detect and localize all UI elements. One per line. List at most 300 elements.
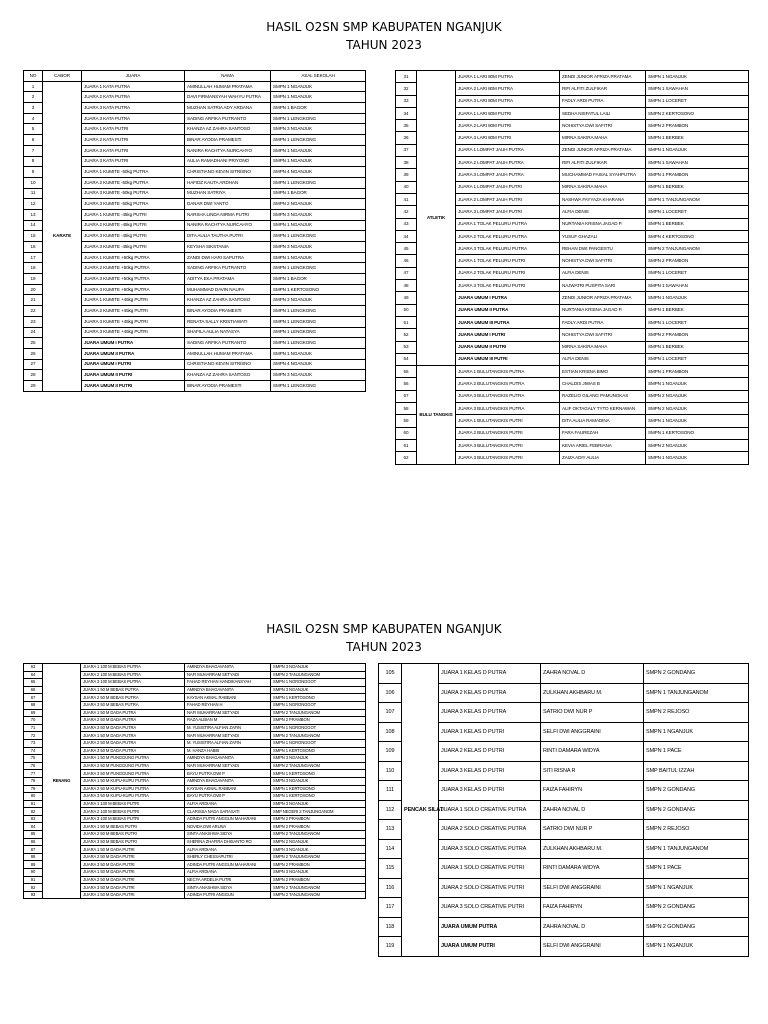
- nama-cell: BINAR AYODIA PRAMESTI: [185, 306, 271, 317]
- row-number: 25: [24, 338, 43, 349]
- juara-cell: JUARA 2 BULUTANGKIS PUTRA: [456, 378, 560, 390]
- table-row: [396, 71, 749, 83]
- row-number: 89: [24, 861, 43, 869]
- asal-sekolah-cell: SMPN 2 PRAMBON: [271, 861, 366, 869]
- asal-sekolah-cell: SMPN 2 NGANJUK: [646, 403, 749, 415]
- juara-cell: JUARA UMUM PUTRI: [439, 937, 541, 957]
- row-number: 77: [24, 770, 43, 778]
- asal-sekolah-cell: SMPN 2 PRAMBON: [646, 329, 749, 341]
- row-number: 59: [396, 415, 417, 427]
- juara-cell: JUARA UMUM II PUTRI: [456, 341, 560, 353]
- nama-cell: ZAIZA ADIY AULIA: [560, 452, 646, 464]
- row-number: 91: [24, 876, 43, 884]
- row-number: 85: [24, 831, 43, 839]
- nama-cell: ZAHRA NOVAL D: [541, 917, 644, 937]
- asal-sekolah-cell: SMPN 1 KERTOSONO: [271, 694, 366, 702]
- juara-cell: JUARA 1 50 M DADA PUTRI: [81, 891, 185, 899]
- asal-sekolah-cell: SMPN 1 LOCERET: [646, 267, 749, 279]
- nama-cell: NECYA ARDELIA PUTRI: [185, 876, 271, 884]
- asal-sekolah-cell: SMPN 2 TANJUNGANOM: [271, 853, 366, 861]
- page1-title: [0, 18, 768, 54]
- juara-cell: JUARA 3 KUMITE -45kg PUTRI: [82, 242, 185, 253]
- juara-cell: JUARA 3 BULUTANGKIS PUTRA: [456, 390, 560, 402]
- asal-sekolah-cell: SMPN 2 KERTOSONO: [646, 107, 749, 119]
- juara-cell: JUARA 3 50 M DADA PUTRI: [81, 884, 185, 892]
- asal-sekolah-cell: SMPN 2 REJOSO: [644, 703, 749, 723]
- asal-sekolah-cell: SMPN 1 NGANJUK: [271, 220, 366, 231]
- nama-cell: SINTA ANASHWA SIDYA: [185, 831, 271, 839]
- asal-sekolah-cell: SMPN 1 LENGKONG: [271, 263, 366, 274]
- nama-cell: BAYU PUTRA DWI P: [185, 770, 271, 778]
- row-number: 40: [396, 181, 417, 193]
- juara-cell: JUARA 1 50 M DADA PUTRA: [81, 732, 185, 740]
- juara-cell: JUARA 1 KUMITE -50kg PUTRA: [82, 167, 185, 178]
- asal-sekolah-cell: SMPN 2 GONDANG: [644, 898, 749, 918]
- row-number: 58: [396, 403, 417, 415]
- juara-cell: JUARA 2 TOLAK PELURU PUTRI: [456, 267, 560, 279]
- nama-cell: FAHAD REYHAN H: [185, 701, 271, 709]
- asal-sekolah-cell: SMPN 1 BERBEK: [646, 341, 749, 353]
- asal-sekolah-cell: SMPN 1 NGRONGGOT: [271, 724, 366, 732]
- nama-cell: FAIZA FAHIRYN: [541, 898, 644, 918]
- juara-cell: JUARA 2 KUMITE -45kg PUTRI: [82, 220, 185, 231]
- row-number: 51: [396, 316, 417, 328]
- asal-sekolah-cell: SMPN 3 NGANJUK: [271, 777, 366, 785]
- table-row: [24, 81, 366, 92]
- row-number: 37: [396, 144, 417, 156]
- row-number: 106: [379, 683, 402, 703]
- nama-cell: ADINDA PUTRI ANGGUN: [185, 891, 271, 899]
- nama-cell: NAJWATRI PUSPITA SARI: [560, 280, 646, 292]
- row-number: 24: [24, 327, 43, 338]
- juara-cell: JUARA 3 100 M BEBAS PUTRA: [81, 679, 185, 687]
- row-number: 92: [24, 884, 43, 892]
- asal-sekolah-cell: SMPN 3 NGANJUK: [271, 755, 366, 763]
- row-number: 20: [24, 284, 43, 295]
- asal-sekolah-cell: SMPN 1 NGANJUK: [271, 252, 366, 263]
- row-number: 72: [24, 732, 43, 740]
- asal-sekolah-cell: SMPN 2 PRAMBON: [646, 120, 749, 132]
- row-number: 28: [24, 370, 43, 381]
- asal-sekolah-cell: SMPN 3 NGANJUK: [271, 370, 366, 381]
- asal-sekolah-cell: SMPN 1 PRAMBON: [646, 169, 749, 181]
- juara-cell: JUARA 2 KUMITE +50kg PUTRA: [82, 263, 185, 274]
- asal-sekolah-cell: SMPN 1 TANJUNGANOM: [644, 683, 749, 703]
- row-number: 86: [24, 838, 43, 846]
- table-row: [379, 664, 749, 684]
- nama-cell: MIRNA SAKIRA MAHA: [560, 341, 646, 353]
- row-number: 57: [396, 390, 417, 402]
- cabor-cell: RENANG: [43, 664, 81, 899]
- row-number: 15: [24, 231, 43, 242]
- juara-cell: JUARA 1 KATA PUTRI: [82, 124, 185, 135]
- nama-cell: ESTIAN KRISNA BIMO: [560, 366, 646, 378]
- juara-cell: JUARA 2 KATA PUTRA: [82, 92, 185, 103]
- asal-sekolah-cell: SMPN 1 NGRONGGOT: [271, 679, 366, 687]
- nama-cell: FAHAD REYHAN HANDIKANSYAH: [185, 679, 271, 687]
- juara-cell: JUARA 1 50 M PUNGGUNG PUTRA: [81, 755, 185, 763]
- asal-sekolah-cell: SMPN 1 LENGKONG: [271, 327, 366, 338]
- row-number: 117: [379, 898, 402, 918]
- row-number: 64: [24, 671, 43, 679]
- asal-sekolah-cell: SMPN 2 TANJUNGANOM: [271, 732, 366, 740]
- asal-sekolah-cell: SMPN 1 NGANJUK: [271, 81, 366, 92]
- juara-cell: JUARA 2 TOLAK PELURU PUTRA: [456, 230, 560, 242]
- juara-cell: JUARA 1 KELAS D PUTRA: [439, 664, 541, 684]
- juara-cell: JUARA 3 KUMITE +50kg PUTRA: [82, 274, 185, 285]
- asal-sekolah-cell: SMPN 1 BERBEK: [646, 132, 749, 144]
- header-row: [24, 71, 366, 82]
- row-number: 9: [24, 167, 43, 178]
- nama-cell: SINTA ANASHWA SIDYA: [185, 884, 271, 892]
- cabor-cell: BULU TANGKIS: [417, 366, 456, 464]
- nama-cell: NURTANIA KRISNA JAGAD P.: [560, 218, 646, 230]
- nama-cell: NASHWA FAYYAZA KHARANA: [560, 193, 646, 205]
- asal-sekolah-cell: SMPN 1 LOCERET: [646, 206, 749, 218]
- nama-cell: NOHISTYA DWI SAFITRI: [560, 120, 646, 132]
- nama-cell: KHANZA AZ ZAHRA SANTOSO: [185, 124, 271, 135]
- nama-cell: YUSUF GHAZALI: [560, 230, 646, 242]
- row-number: 63: [24, 664, 43, 672]
- row-number: 31: [396, 71, 417, 83]
- nama-cell: M. YUSISTIRA ALFIAN ZAFIN: [185, 739, 271, 747]
- asal-sekolah-cell: SMPN 2 NGANJUK: [271, 199, 366, 210]
- juara-cell: JUARA 1 LOMPAT JAUH PUTRI: [456, 181, 560, 193]
- asal-sekolah-cell: SMPN 1 NGANJUK: [271, 145, 366, 156]
- juara-cell: JUARA UMUM III PUTRA: [456, 316, 560, 328]
- juara-cell: JUARA 3 KUMITE +45kg PUTRI: [82, 316, 185, 327]
- nama-cell: BAYU PUTRA DWI P: [185, 793, 271, 801]
- nama-cell: ALFIA DENIS: [560, 206, 646, 218]
- asal-sekolah-cell: SMPN 1 LENGKONG: [271, 177, 366, 188]
- row-number: 49: [396, 292, 417, 304]
- nama-cell: AULIA RAMADHANI PRIYONO: [185, 156, 271, 167]
- header-nama: NAMA: [185, 71, 271, 82]
- row-number: 11: [24, 188, 43, 199]
- juara-cell: JUARA 1 50 M KUPU-KUPU PUTRA: [81, 777, 185, 785]
- nama-cell: NOHISTYA DWI SAFITRI: [560, 255, 646, 267]
- asal-sekolah-cell: SMPN 1 LENGKONG: [271, 380, 366, 391]
- juara-cell: JUARA 3 50 M DADA PUTRI: [81, 861, 185, 869]
- row-number: 44: [396, 230, 417, 242]
- juara-cell: JUARA 1 100 M BEBAS PUTRA: [81, 664, 185, 672]
- juara-cell: JUARA UMUM I PUTRA: [82, 338, 185, 349]
- juara-cell: JUARA 1 TOLAK PELURU PUTRA: [456, 218, 560, 230]
- nama-cell: SHERINA ZHAFIRA DHISANTO RO: [185, 838, 271, 846]
- row-number: 22: [24, 306, 43, 317]
- nama-cell: NOVIDA DWI ARUNA: [185, 823, 271, 831]
- row-number: 73: [24, 739, 43, 747]
- nama-cell: AMINULLAH HUMAM PRATAMA: [185, 81, 271, 92]
- nama-cell: MUZHAN SATRIYA: [185, 188, 271, 199]
- juara-cell: JUARA 3 LARI 80M PUTRI: [456, 132, 560, 144]
- asal-sekolah-cell: SMPN 2 GONDANG: [644, 917, 749, 937]
- juara-cell: JUARA 1 50 M DADA PUTRA: [81, 709, 185, 717]
- row-number: 19: [24, 274, 43, 285]
- juara-cell: JUARA 1 50 M DADA PUTRI: [81, 869, 185, 877]
- row-number: 27: [24, 359, 43, 370]
- juara-cell: JUARA 3 KUMITE -50kg PUTRA: [82, 199, 185, 210]
- row-number: 71: [24, 724, 43, 732]
- juara-cell: JUARA 2 BULUTANGKIS PUTRI: [456, 427, 560, 439]
- juara-cell: JUARA 2 LARI 80M PUTRA: [456, 83, 560, 95]
- row-number: 70: [24, 717, 43, 725]
- nama-cell: FADLY ARDI PUTRA: [560, 95, 646, 107]
- row-number: 18: [24, 263, 43, 274]
- nama-cell: M. YUSISTIRA ALFIAN ZAFIN: [185, 724, 271, 732]
- nama-cell: MIRNA SAKIRA MAHA: [560, 132, 646, 144]
- nama-cell: AMINDYA BHAGAVANITA: [185, 664, 271, 672]
- row-number: 78: [24, 777, 43, 785]
- row-number: 26: [24, 348, 43, 359]
- juara-cell: JUARA 1 LOMPAT JAUH PUTRA: [456, 144, 560, 156]
- juara-cell: JUARA 2 50 M DADA PUTRA: [81, 717, 185, 725]
- row-number: 69: [24, 709, 43, 717]
- nama-cell: KHANZA AZ ZAHRA SANTOSO: [185, 370, 271, 381]
- asal-sekolah-cell: SMPN 4 KERTOSONO: [646, 230, 749, 242]
- row-number: 38: [396, 157, 417, 169]
- nama-cell: ALFIA ARDIANA: [185, 869, 271, 877]
- nama-cell: NANIRA RACHTYA NURCAHYO: [185, 220, 271, 231]
- nama-cell: CHRISTIANO KEVIN SITRISNO: [185, 167, 271, 178]
- juara-cell: JUARA 1 LARI 80M PUTRA: [456, 71, 560, 83]
- asal-sekolah-cell: SMPN 1 NGANJUK: [644, 937, 749, 957]
- nama-cell: RIFI ALFITI ZULFIKAR: [560, 83, 646, 95]
- nama-cell: BINAR AYODIA PRAMESTI: [185, 135, 271, 146]
- juara-cell: JUARA 2 SOLO CREATIVE PUTRA: [439, 820, 541, 840]
- asal-sekolah-cell: SMPN 1 LENGKONG: [271, 306, 366, 317]
- juara-cell: JUARA 3 LOMPAT JAUH PUTRA: [456, 169, 560, 181]
- asal-sekolah-cell: SMPN 1 SAWAHAN: [646, 280, 749, 292]
- nama-cell: AMINDYA BHAGAVANITA: [185, 686, 271, 694]
- row-number: 90: [24, 869, 43, 877]
- row-number: 75: [24, 755, 43, 763]
- juara-cell: JUARA UMUM III PUTRI: [456, 353, 560, 365]
- asal-sekolah-cell: SMPN 3 NGANJUK: [271, 124, 366, 135]
- juara-cell: JUARA 2 SOLO CREATIVE PUTRI: [439, 878, 541, 898]
- nama-cell: RIFI ALFITI ZULFIKAR: [560, 157, 646, 169]
- nama-cell: AMINDYA BHAGAVANITA: [185, 755, 271, 763]
- nama-cell: MUZHAN SATRIA ADY ARDANA: [185, 103, 271, 114]
- row-number: 14: [24, 220, 43, 231]
- table-row: [396, 366, 749, 378]
- juara-cell: JUARA 2 50 M PUNGGUNG PUTRA: [81, 762, 185, 770]
- asal-sekolah-cell: SMPN 2 PRAMBON: [646, 255, 749, 267]
- juara-cell: JUARA 3 50 M BEBAS PUTRI: [81, 838, 185, 846]
- asal-sekolah-cell: SMPN 1 LENGKONG: [271, 113, 366, 124]
- asal-sekolah-cell: SMPN 2 GONDANG: [644, 664, 749, 684]
- page2-title-line2: TAHUN 2023: [346, 640, 422, 654]
- nama-cell: DITA AULIA TAUTHA PUTRI: [185, 231, 271, 242]
- asal-sekolah-cell: SMPN 2 TANJUNGANOM: [271, 884, 366, 892]
- nama-cell: KEVIA ARIEL FEBRIANA: [560, 439, 646, 451]
- asal-sekolah-cell: SMPN 1 LENGKONG: [271, 135, 366, 146]
- row-number: 53: [396, 341, 417, 353]
- row-number: 10: [24, 177, 43, 188]
- asal-sekolah-cell: SMPN 3 NGANJUK: [271, 209, 366, 220]
- asal-sekolah-cell: SMPN 3 NGANJUK: [271, 242, 366, 253]
- row-number: 67: [24, 694, 43, 702]
- nama-cell: NAFI MUHARRAM SETYADI: [185, 732, 271, 740]
- page2-title-line1: HASIL O2SN SMP KABUPATEN NGANJUK: [266, 622, 502, 636]
- nama-cell: SITI RISNA R: [541, 761, 644, 781]
- row-number: 12: [24, 199, 43, 210]
- nama-cell: FARA FAUREZAH: [560, 427, 646, 439]
- juara-cell: JUARA 1 BULUTANGKIS PUTRI: [456, 415, 560, 427]
- nama-cell: CHRISTIANO KEVIN SITRISNO: [185, 359, 271, 370]
- asal-sekolah-cell: SMPN 1 LENGKONG: [271, 338, 366, 349]
- asal-sekolah-cell: SMPN 2 PRAMBON: [271, 815, 366, 823]
- asal-sekolah-cell: SMPN 2 GONDANG: [644, 800, 749, 820]
- juara-cell: JUARA 3 KUMITE +45kg PUTRI: [82, 327, 185, 338]
- nama-cell: NARSHA LINDA NIRMA PUTRI: [185, 209, 271, 220]
- asal-sekolah-cell: SMPN 1 LOCERET: [646, 316, 749, 328]
- header-no: NO: [24, 71, 43, 82]
- row-number: 33: [396, 95, 417, 107]
- nama-cell: NAFI MUHARRAM SETYADI: [185, 671, 271, 679]
- page1-title-line1: HASIL O2SN SMP KABUPATEN NGANJUK: [266, 20, 502, 34]
- asal-sekolah-cell: SMPN 1 PACE: [644, 859, 749, 879]
- row-number: 108: [379, 722, 402, 742]
- row-number: 4: [24, 113, 43, 124]
- juara-cell: JUARA 3 TOLAK PELURU PUTRI: [456, 280, 560, 292]
- juara-cell: JUARA 3 KUMITE +50kg PUTRA: [82, 284, 185, 295]
- row-number: 83: [24, 815, 43, 823]
- asal-sekolah-cell: SMPN 1 BAGOR: [271, 103, 366, 114]
- nama-cell: FADLY ARDI PUTRA: [560, 316, 646, 328]
- asal-sekolah-cell: SMPN 1 NGANJUK: [646, 378, 749, 390]
- row-number: 116: [379, 878, 402, 898]
- nama-cell: SADING ARFIKA PUTRANTO: [185, 113, 271, 124]
- juara-cell: JUARA 2 LOMPAT JAUH PUTRI: [456, 193, 560, 205]
- row-number: 84: [24, 823, 43, 831]
- nama-cell: AMINULLAH HUMAM PRATAMA: [185, 348, 271, 359]
- row-number: 56: [396, 378, 417, 390]
- juara-cell: JUARA 3 KATA PUTRA: [82, 113, 185, 124]
- row-number: 66: [24, 686, 43, 694]
- table-row: [24, 664, 366, 672]
- row-number: 114: [379, 839, 402, 859]
- asal-sekolah-cell: SMPN 2 TANJUNGANOM: [646, 243, 749, 255]
- nama-cell: ALFIA ARDIANA: [185, 800, 271, 808]
- row-number: 79: [24, 785, 43, 793]
- row-number: 41: [396, 193, 417, 205]
- nama-cell: REHAN DWI PANGESTU: [560, 243, 646, 255]
- asal-sekolah-cell: SMPN 1 NGANJUK: [271, 156, 366, 167]
- row-number: 47: [396, 267, 417, 279]
- juara-cell: JUARA 1 KATA PUTRA: [82, 81, 185, 92]
- row-number: 61: [396, 439, 417, 451]
- asal-sekolah-cell: SMPN 1 PRAMBON: [646, 366, 749, 378]
- atletik-bulutangkis-results-table: [395, 70, 749, 465]
- row-number: 32: [396, 83, 417, 95]
- nama-cell: ZENDI JUNIOR AFRIZA PRATAMA: [560, 71, 646, 83]
- renang-results-table: [23, 663, 366, 899]
- asal-sekolah-cell: SMPN 1 NGRONGGOT: [271, 739, 366, 747]
- asal-sekolah-cell: SMPN 3 NGANJUK: [271, 800, 366, 808]
- juara-cell: JUARA UMUM I PUTRA: [456, 292, 560, 304]
- juara-cell: JUARA 3 KELAS D PUTRI: [439, 781, 541, 801]
- row-number: 50: [396, 304, 417, 316]
- juara-cell: JUARA 3 BULUTANGKIS PUTRA: [456, 403, 560, 415]
- cabor-cell: ATLETIK: [417, 71, 456, 366]
- row-number: 119: [379, 937, 402, 957]
- row-number: 21: [24, 295, 43, 306]
- nama-cell: ZENDI JUNIOR AFRIZA PRATAMA: [560, 144, 646, 156]
- nama-cell: ZULKHAN AKHBARU M.: [541, 683, 644, 703]
- cabor-cell: KARATE: [43, 81, 82, 391]
- header-juara: JUARA: [82, 71, 185, 82]
- juara-cell: JUARA 1 BULUTANGKIS PUTRA: [456, 366, 560, 378]
- row-number: 109: [379, 742, 402, 762]
- row-number: 36: [396, 132, 417, 144]
- juara-cell: JUARA 3 SOLO CREATIVE PUTRA: [439, 839, 541, 859]
- page1-title-line2: TAHUN 2023: [346, 38, 422, 52]
- juara-cell: JUARA 1 SOLO CREATIVE PUTRI: [439, 859, 541, 879]
- row-number: 87: [24, 846, 43, 854]
- row-number: 74: [24, 747, 43, 755]
- asal-sekolah-cell: SMPN 2 PRAMBON: [271, 876, 366, 884]
- asal-sekolah-cell: SMPN 1 BERBEK: [646, 304, 749, 316]
- nama-cell: SATRIO DWI NUR P: [541, 703, 644, 723]
- row-number: 54: [396, 353, 417, 365]
- asal-sekolah-cell: SMPN 3 NGANJUK: [271, 686, 366, 694]
- asal-sekolah-cell: SMPN 1 LOCERET: [646, 353, 749, 365]
- asal-sekolah-cell: SMPN 1 LENGKONG: [271, 231, 366, 242]
- row-number: 111: [379, 781, 402, 801]
- juara-cell: JUARA 2 KUMITE -50kg PUTRA: [82, 177, 185, 188]
- nama-cell: ZANDI DWI HARI SAPUTRA: [185, 252, 271, 263]
- row-number: 113: [379, 820, 402, 840]
- juara-cell: JUARA 3 TOLAK PELURU PUTRA: [456, 243, 560, 255]
- juara-cell: JUARA 3 50 M BEBAS PUTRA: [81, 701, 185, 709]
- juara-cell: JUARA 1 50 M BEBAS PUTRA: [81, 686, 185, 694]
- row-number: 5: [24, 124, 43, 135]
- nama-cell: SELFI DWI ANGGRAINI: [541, 937, 644, 957]
- asal-sekolah-cell: SMPN 2 TANJUNGANOM: [271, 891, 366, 899]
- nama-cell: SELFI DWI ANGGRAINI: [541, 722, 644, 742]
- nama-cell: SHERLY CHESSAPUTRI: [185, 853, 271, 861]
- row-number: 29: [24, 380, 43, 391]
- asal-sekolah-cell: SMPN 1 SAWAHAN: [646, 157, 749, 169]
- juara-cell: JUARA 3 BULUTANGKIS PUTRI: [456, 452, 560, 464]
- nama-cell: DITA AULIA RAMADINA: [560, 415, 646, 427]
- juara-cell: JUARA 2 50 M BEBAS PUTRA: [81, 694, 185, 702]
- asal-sekolah-cell: SMPN 1 LOCERET: [646, 95, 749, 107]
- row-number: 42: [396, 206, 417, 218]
- juara-cell: JUARA 3 50 M DADA PUTRA: [81, 724, 185, 732]
- juara-cell: JUARA 3 KUMITE -50kg PUTRA: [82, 188, 185, 199]
- row-number: 118: [379, 917, 402, 937]
- juara-cell: JUARA 3 100 M BEBAS PUTRI: [81, 815, 185, 823]
- row-number: 60: [396, 427, 417, 439]
- juara-cell: JUARA 2 100 M BEBAS PUTRA: [81, 671, 185, 679]
- nama-cell: RAZA ALBIAN M: [185, 717, 271, 725]
- row-number: 110: [379, 761, 402, 781]
- nama-cell: RENATA SALLY KRISTIAWATI: [185, 316, 271, 327]
- juara-cell: JUARA 1 KUMITE -45kg PUTRI: [82, 209, 185, 220]
- nama-cell: NURTANIA KRISNA JAGAD P.: [560, 304, 646, 316]
- nama-cell: ZAHRA NOVAL D: [541, 664, 644, 684]
- asal-sekolah-cell: SMPN 1 TANJUNGANOM: [644, 839, 749, 859]
- cabor-cell: PENCAK SILAT: [402, 664, 439, 957]
- juara-cell: JUARA 3 KUMITE -45kg PUTRI: [82, 231, 185, 242]
- nama-cell: MIRNA SAKIRA MAHA: [560, 181, 646, 193]
- juara-cell: JUARA 2 LOMPAT JAUH PUTRA: [456, 157, 560, 169]
- asal-sekolah-cell: SMPN 1 PACE: [644, 742, 749, 762]
- row-number: 112: [379, 800, 402, 820]
- juara-cell: JUARA 3 SOLO CREATIVE PUTRI: [439, 898, 541, 918]
